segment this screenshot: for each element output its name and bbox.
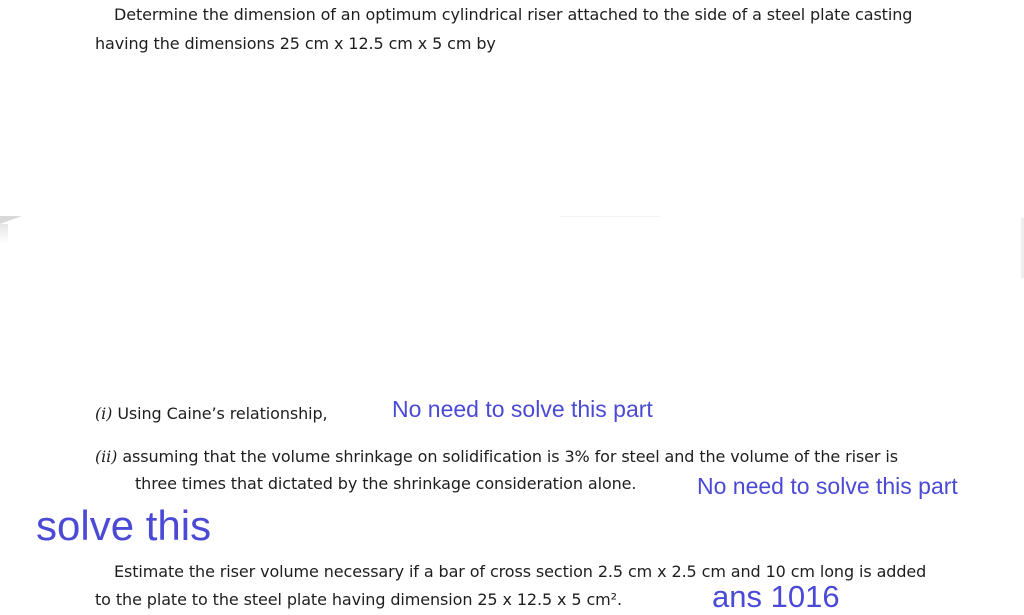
solve-this-instruction: solve this xyxy=(36,502,212,549)
part-i-note: No need to solve this part xyxy=(392,396,653,422)
page-edge-shadow xyxy=(0,216,22,224)
part-ii-numeral: (ii) xyxy=(95,447,118,466)
part-ii-line-1 xyxy=(95,447,898,466)
part-ii-note: No need to solve this part xyxy=(697,473,958,499)
problem-line-1: Determine the dimension of an optimum cylindrical riser attached to the side of a steel plate casting xyxy=(114,5,913,24)
question-line-1: Estimate the riser volume necessary if a bar of cross section 2.5 cm x 2.5 cm and 10 cm long is added xyxy=(114,562,927,581)
part-ii-text-1: assuming that the volume shrinkage on solidification is 3% for steel and the volume of the riser is xyxy=(122,447,898,466)
page-edge-shadow-tail xyxy=(0,224,8,244)
faint-divider xyxy=(560,216,660,217)
problem-line-2: having the dimensions 25 cm x 12.5 cm x 5 cm by xyxy=(95,34,496,53)
part-ii-line-2: three times that dictated by the shrinkage consideration alone. xyxy=(135,474,637,493)
answer-note: ans 1016 xyxy=(712,579,840,614)
part-i-text: Using Caine’s relationship, xyxy=(117,404,328,423)
part-i xyxy=(95,404,328,423)
question-line-2: to the plate to the steel plate having dimension 25 x 12.5 x 5 cm². xyxy=(95,590,622,609)
part-i-numeral: (i) xyxy=(95,404,113,423)
